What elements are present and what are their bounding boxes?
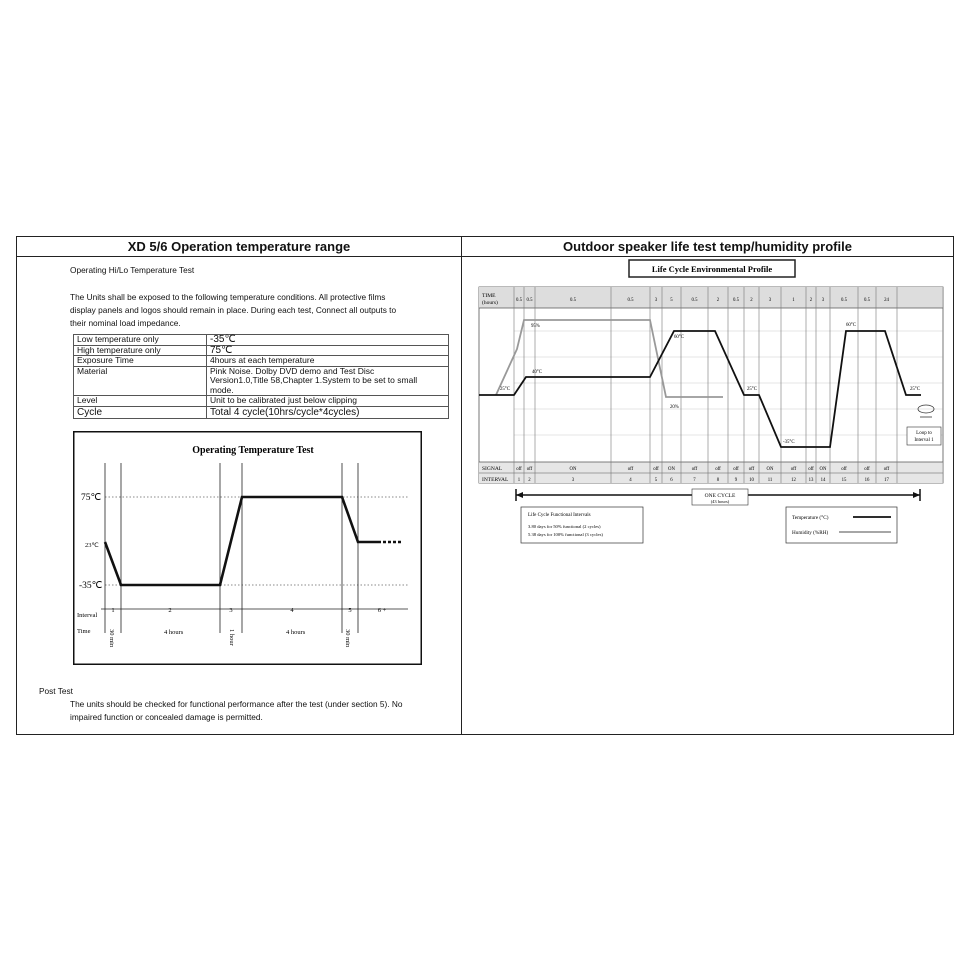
signal-cell: off <box>790 467 797 472</box>
chart-title: Operating Temperature Test <box>192 445 314 456</box>
interval-cell: 13 <box>808 478 814 483</box>
intro-paragraph <box>70 291 396 330</box>
interval-cell: 6 <box>670 478 673 483</box>
signal-cell: off <box>808 467 814 472</box>
right-panel-header: Outdoor speaker life test temp/humidity profile <box>462 237 953 257</box>
time-hours-cell: 2 <box>809 298 813 303</box>
interval-cell: 8 <box>716 478 720 483</box>
spec-value: Unit to be calibrated just below clipping <box>207 396 449 407</box>
y-tick-75: 75℃ <box>81 493 102 503</box>
signal-row-bg <box>479 462 943 483</box>
post-test-line: impaired function or concealed damage is permitted. <box>70 712 263 722</box>
post-test-line: The units should be checked for functional performance after the test (under section 5). No <box>70 699 403 709</box>
time-hours-cell: 0.5 <box>691 298 698 303</box>
spec-table <box>73 334 449 419</box>
interval-cell: 16 <box>864 478 870 483</box>
spec-value: 4hours at each temperature <box>207 356 449 367</box>
label-60b: 60°C <box>846 323 856 328</box>
one-cycle-sublabel: (43 hours) <box>710 499 730 504</box>
signal-cell: ON <box>668 467 675 472</box>
table-row <box>74 396 449 407</box>
time-hours-cell: 24 <box>884 298 889 303</box>
y-tick-23: 23℃ <box>85 542 99 549</box>
table-row <box>74 366 449 396</box>
time-hours-cell: 0.5 <box>526 298 533 303</box>
legend-box <box>786 507 897 543</box>
spec-label: High temperature only <box>74 345 207 356</box>
interval-cell: 17 <box>884 478 889 483</box>
intro-line: display panels and logos should remain in place. During each test, Connect all outputs to <box>70 305 397 315</box>
signal-cell: off <box>653 467 659 472</box>
interval-cell: 1 <box>517 478 521 483</box>
signal-cell: off <box>627 467 634 472</box>
signal-cell: ON <box>819 467 827 472</box>
loop-label-2: Interval 1 <box>914 438 934 443</box>
test-subtitle: Operating Hi/Lo Temperature Test <box>70 265 195 275</box>
panel-divider <box>461 236 462 735</box>
legend-temperature-label: Temperature (°C) <box>792 515 829 521</box>
interval-cell: 11 <box>767 478 773 483</box>
time-hours-cell: 0.5 <box>516 298 522 303</box>
interval-cell: 4 <box>629 478 632 483</box>
spec-value: -35℃ <box>207 335 449 346</box>
intro-line: The Units shall be exposed to the following temperature conditions. All protective films <box>70 292 386 302</box>
interval-cell: 9 <box>734 478 738 483</box>
interval-cell: 3 <box>571 478 575 483</box>
interval-cell: 2 <box>528 478 531 483</box>
interval-number: 5 <box>348 607 352 614</box>
operating-temperature-chart <box>73 431 422 665</box>
label-25a: 25°C <box>500 387 510 392</box>
time-label: 4 hours <box>164 629 184 636</box>
signal-cell: off <box>715 467 721 472</box>
time-hours-cell: 3 <box>768 298 772 303</box>
spec-label: Level <box>74 396 207 407</box>
time-hours-cell: 3 <box>654 298 658 303</box>
interval-cell: 12 <box>791 478 796 483</box>
time-row-bg <box>479 287 943 308</box>
table-row <box>74 345 449 356</box>
chart-border <box>74 432 422 665</box>
label-minus35: -35°C <box>783 440 795 445</box>
signal-cell: ON <box>766 467 774 472</box>
label-60a: 60°C <box>674 335 684 340</box>
signal-cell: off <box>883 467 890 472</box>
signal-row-label: SIGNAL <box>482 466 503 472</box>
time-label: 1 hour <box>228 629 235 646</box>
time-row-label: TIME <box>482 293 496 299</box>
spec-label: Low temperature only <box>74 335 207 346</box>
label-25c: 25°C <box>910 387 920 392</box>
life-cycle-profile-chart <box>476 257 946 547</box>
interval-cell: 14 <box>820 478 826 483</box>
interval-number: 1 <box>111 607 115 614</box>
time-hours-cell: 2 <box>750 298 753 303</box>
signal-cell: off <box>516 467 522 472</box>
time-hours-cell: 0.5 <box>864 298 870 303</box>
one-cycle-label: ONE CYCLE <box>704 493 736 499</box>
spec-value: Total 4 cycle(10hrs/cycle*4cycles) <box>207 406 449 418</box>
signal-cell: off <box>748 467 755 472</box>
y-tick-minus35: -35℃ <box>79 581 103 591</box>
time-hours-cell: 3 <box>821 298 825 303</box>
signal-cell: ON <box>569 467 577 472</box>
interval-row-label: Interval <box>77 612 98 619</box>
interval-number: 3 <box>229 607 233 614</box>
spec-label: Cycle <box>74 406 207 418</box>
time-hours-cell: 1 <box>792 298 795 303</box>
interval-cell: 7 <box>693 478 696 483</box>
functional-line: 5.38 days for 100% functional (3 cycles) <box>528 532 603 537</box>
interval-cell: 10 <box>749 478 754 483</box>
post-test-paragraph <box>70 698 403 724</box>
time-label: 4 hours <box>286 629 306 636</box>
time-hours-cell: 0.5 <box>841 298 847 303</box>
functional-line: 3.80 days for 50% functional (2 cycles) <box>528 524 601 529</box>
label-40: 40°C <box>532 370 542 375</box>
label-20: 20% <box>670 405 679 410</box>
left-panel-header: XD 5/6 Operation temperature range <box>17 237 461 257</box>
time-hours-cell: 0.5 <box>733 298 739 303</box>
time-row-label: Time <box>77 628 91 635</box>
interval-number: 4 <box>290 607 294 614</box>
spec-label: Material <box>74 366 207 396</box>
time-hours-cell: 2 <box>716 298 720 303</box>
loop-label: Loop to <box>916 431 932 436</box>
interval-number: 2 <box>168 607 172 614</box>
time-hours-cell: 0.5 <box>627 298 634 303</box>
table-row <box>74 356 449 367</box>
spec-value <box>207 366 449 396</box>
time-hours-cell: 5 <box>670 298 673 303</box>
functional-title: Life Cycle Functional Intervals <box>528 513 591 518</box>
signal-cell: off <box>691 467 698 472</box>
time-row-label-unit: (hours) <box>482 300 498 306</box>
label-95: 95% <box>531 324 540 329</box>
spec-value: 75℃ <box>207 345 449 356</box>
signal-cell: off <box>864 467 870 472</box>
spec-value-line: mode. <box>210 384 234 395</box>
table-row <box>74 406 449 418</box>
profile-title: Life Cycle Environmental Profile <box>651 264 773 274</box>
interval-cell: 15 <box>841 478 847 483</box>
interval-cell: 5 <box>654 478 658 483</box>
time-label: 30 min <box>108 629 115 648</box>
profile-grid-box <box>479 287 943 483</box>
interval-row-label: INTERVAL <box>482 477 509 483</box>
post-test-title: Post Test <box>39 686 73 696</box>
time-hours-cell: 0.5 <box>570 298 576 303</box>
label-25b: 25°C <box>747 387 757 392</box>
time-label: 30 min <box>344 629 351 648</box>
signal-cell: off <box>841 467 847 472</box>
table-row <box>74 335 449 346</box>
intro-line: their nominal load impedance. <box>70 318 181 328</box>
signal-cell: off <box>526 467 533 472</box>
legend-humidity-label: Humidity (%RH) <box>792 530 829 536</box>
spec-value-line: Pink Noise. Dolby DVD demo and Test Disc <box>210 365 375 376</box>
signal-cell: off <box>733 467 739 472</box>
spec-value-line: Version1.0,Title 58,Chapter 1.System to be set to small <box>210 375 418 385</box>
interval-number: 6 + <box>377 607 387 614</box>
spec-label: Exposure Time <box>74 356 207 367</box>
